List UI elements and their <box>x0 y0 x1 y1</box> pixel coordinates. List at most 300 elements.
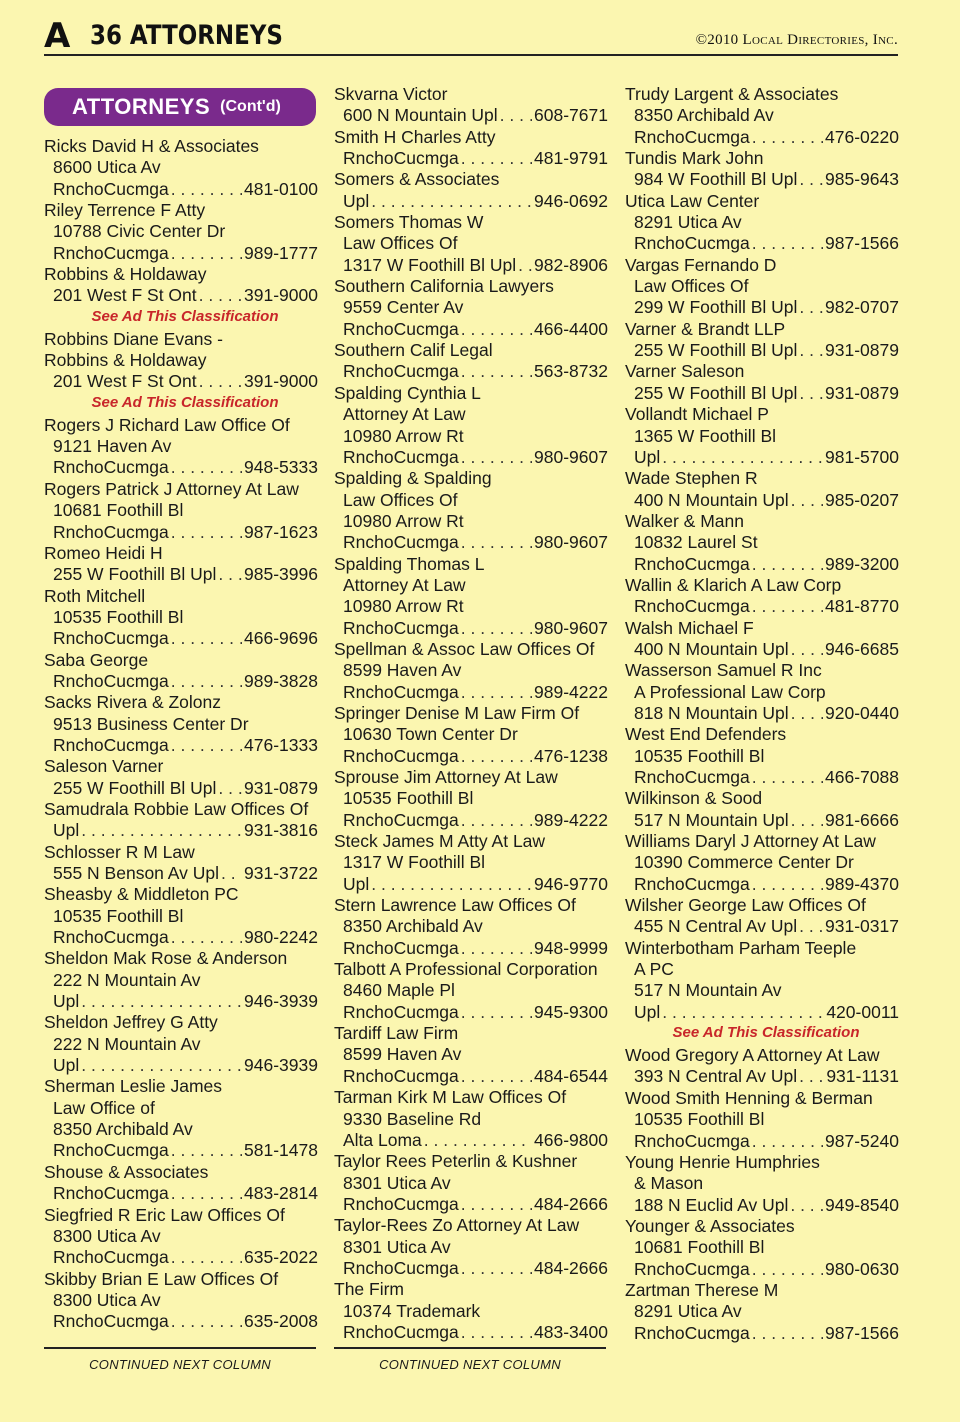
category-subtitle: (Cont'd) <box>220 98 281 115</box>
phone-number: 980-9607 <box>534 617 608 638</box>
listing-phone-line <box>44 179 318 200</box>
dot-leader <box>752 554 823 575</box>
phone-number: 483-3400 <box>534 1321 608 1342</box>
listing-location: RnchoCucmga <box>343 148 459 169</box>
dot-leader <box>461 1066 532 1087</box>
listing-location: 255 W Foothill Bl Upl <box>53 777 217 798</box>
listing-location: 299 W Foothill Bl Upl <box>634 297 798 318</box>
listing-phone-line <box>625 490 899 511</box>
listing-phone-line <box>334 1130 608 1151</box>
listing-location: RnchoCucmga <box>343 937 459 958</box>
dot-leader <box>461 618 532 639</box>
listing-location: 201 West F St Ont <box>53 285 197 306</box>
phone-number: 483-2814 <box>244 1183 318 1204</box>
listing-phone-line <box>44 1055 318 1076</box>
listing-phone-line <box>334 810 608 831</box>
listing-name: Sacks Rivera & Zolonz <box>44 692 222 713</box>
listing-column-1 <box>44 84 318 1333</box>
listing-address: 9513 Business Center Dr <box>53 713 249 734</box>
listing-name: Stern Lawrence Law Offices Of <box>334 895 576 916</box>
dot-leader <box>662 1002 824 1023</box>
listing-name: Spellman & Assoc Law Offices Of <box>334 638 595 659</box>
listing-address: 10681 Foothill Bl <box>53 500 184 521</box>
listing-location: Upl <box>53 820 80 841</box>
listing-phone-line <box>334 618 608 639</box>
listing-phone-line <box>625 916 899 937</box>
listing-phone-line <box>334 938 608 959</box>
phone-number: 987-1566 <box>825 1322 899 1343</box>
phone-number: 980-0630 <box>825 1258 899 1279</box>
listing-location: Upl <box>634 446 661 467</box>
listing-address: 10535 Foothill Bl <box>343 788 474 809</box>
listing-phone-line <box>334 255 608 276</box>
listing-address: 10374 Trademark <box>343 1300 481 1321</box>
listing-location: 1317 W Foothill Bl Upl <box>343 254 517 275</box>
listing-phone-line <box>334 361 608 382</box>
phone-number: 989-4370 <box>825 873 899 894</box>
listing-name: Roth Mitchell <box>44 585 146 606</box>
listing-address: 10535 Foothill Bl <box>634 745 765 766</box>
phone-number: 980-9607 <box>534 532 608 553</box>
listing-phone-line <box>334 682 608 703</box>
dot-leader <box>218 564 242 585</box>
phone-number: 391-9000 <box>244 285 318 306</box>
listing-location: RnchoCucmga <box>343 809 459 830</box>
listing-phone-line <box>334 1002 608 1023</box>
phone-number: 985-3996 <box>244 564 318 585</box>
listing-location: RnchoCucmga <box>53 521 169 542</box>
listing-location: RnchoCucmga <box>53 178 169 199</box>
dot-leader <box>752 1131 823 1152</box>
phone-number: 987-1566 <box>825 233 899 254</box>
listing-phone-line <box>334 874 608 895</box>
phone-number: 946-6685 <box>825 638 899 659</box>
listing-address: Law Offices Of <box>343 233 458 254</box>
listing-name: Shouse & Associates <box>44 1161 209 1182</box>
listing-phone-line <box>44 1311 318 1332</box>
listing-location: 400 N Mountain Upl <box>634 489 789 510</box>
listing-location: 555 N Benson Av Upl <box>53 863 220 883</box>
listing-name: Southern Calif Legal <box>334 340 493 361</box>
dot-leader <box>461 810 532 831</box>
phone-number: 948-9999 <box>534 937 608 958</box>
listing-phone-line <box>44 522 318 543</box>
phone-number: 420-0011 <box>826 1001 899 1022</box>
listing-address: 10630 Town Center Dr <box>343 724 518 745</box>
listing-name: Younger & Associates <box>625 1215 795 1236</box>
listing-location: 393 N Central Av Upl <box>634 1066 798 1087</box>
dot-leader <box>171 522 242 543</box>
listing-phone-line <box>625 233 899 254</box>
phone-number: 466-9696 <box>244 628 318 649</box>
dot-leader <box>199 285 242 306</box>
listing-phone-line <box>44 671 318 692</box>
listing-name: Robbins & Holdaway <box>44 350 207 371</box>
dot-leader <box>791 639 823 660</box>
page-title: 36 ATTORNEYS <box>90 20 283 51</box>
listing-location: RnchoCucmga <box>343 361 459 382</box>
listing-name: The Firm <box>334 1279 404 1300</box>
dot-leader <box>424 1130 532 1151</box>
listing-phone-line <box>625 639 899 660</box>
dot-leader <box>791 810 823 831</box>
phone-number: 466-7088 <box>825 767 899 787</box>
listing-phone-line <box>44 243 318 264</box>
listing-address: Law Office of <box>53 1097 155 1118</box>
listing-address: 8460 Maple Pl <box>343 980 455 1001</box>
listing-name: Riley Terrence F Atty <box>44 200 206 221</box>
listing-name: Siegfried R Eric Law Offices Of <box>44 1204 285 1225</box>
listing-column-2 <box>334 84 608 1343</box>
listing-name: Taylor-Rees Zo Attorney At Law <box>334 1215 580 1236</box>
listing-phone-line <box>334 148 608 169</box>
dot-leader <box>461 1194 532 1215</box>
phone-number: 481-8770 <box>825 596 899 617</box>
dot-leader <box>461 746 532 767</box>
copyright-notice: ©2010 Local Directories, Inc. <box>695 32 898 48</box>
dot-leader <box>752 767 823 788</box>
phone-number: 989-3828 <box>244 670 318 691</box>
listing-name: Saba George <box>44 649 149 670</box>
listing-phone-line <box>625 703 899 724</box>
listing-location: Upl <box>343 190 370 211</box>
listing-name: Tundis Mark John <box>625 148 764 169</box>
listing-address: 8291 Utica Av <box>634 1301 742 1322</box>
see-ad-note: See Ad This Classification <box>672 1024 860 1042</box>
listing-address: Attorney At Law <box>343 404 466 425</box>
dot-leader <box>752 1259 823 1280</box>
dot-leader <box>799 383 823 404</box>
listing-location: RnchoCucmga <box>343 532 459 553</box>
listing-name: Winterbotham Parham Teeple <box>625 937 857 958</box>
listing-location: RnchoCucmga <box>343 446 459 467</box>
phone-number: 476-0220 <box>825 126 899 147</box>
dot-leader <box>662 447 823 468</box>
dot-leader <box>461 319 532 340</box>
dot-leader <box>461 682 532 703</box>
dot-leader <box>799 169 823 190</box>
listing-location: RnchoCucmga <box>634 233 750 254</box>
listing-location: Upl <box>634 1001 661 1022</box>
listing-location: RnchoCucmga <box>343 1193 459 1214</box>
listing-address: 222 N Mountain Av <box>53 969 201 990</box>
listing-address: A PC <box>634 959 674 980</box>
listing-phone-line <box>625 383 899 404</box>
listing-entries <box>334 84 608 1343</box>
phone-number: 981-5700 <box>825 446 899 467</box>
phone-number: 635-2008 <box>244 1311 318 1332</box>
listing-name: Utica Law Center <box>625 190 760 211</box>
listing-phone-line <box>625 340 899 361</box>
listing-address: 10832 Laurel St <box>634 532 758 553</box>
listing-phone-line <box>44 1183 318 1204</box>
listing-name: Sherman Leslie James <box>44 1076 222 1097</box>
listing-phone-line <box>44 1247 318 1268</box>
listing-location: 188 N Euclid Av Upl <box>634 1194 789 1215</box>
phone-number: 481-9791 <box>534 148 608 169</box>
dot-leader <box>461 148 532 169</box>
listing-location: 818 N Mountain Upl <box>634 702 789 723</box>
listing-name: Vollandt Michael P <box>625 404 769 425</box>
listing-phone-line <box>625 1066 899 1087</box>
listing-name: Saleson Varner <box>44 756 164 777</box>
listing-name: Wade Stephen R <box>625 468 758 489</box>
phone-number: 481-0100 <box>244 178 318 199</box>
dot-leader <box>799 340 823 361</box>
listing-location: Upl <box>343 873 370 894</box>
listing-name: Wood Gregory A Attorney At Law <box>625 1045 880 1066</box>
listing-phone-line <box>625 1002 899 1023</box>
listing-location: RnchoCucmga <box>343 318 459 339</box>
listing-phone-line <box>44 735 318 756</box>
dot-leader <box>752 1323 823 1344</box>
listing-phone-line <box>625 1131 899 1152</box>
listing-location: 255 W Foothill Bl Upl <box>634 340 798 361</box>
dot-leader <box>171 457 242 478</box>
listing-phone-line <box>44 371 318 392</box>
listing-address: 8600 Utica Av <box>53 157 161 178</box>
listing-address: 8350 Archibald Av <box>343 916 483 937</box>
listing-phone-line <box>334 746 608 767</box>
listing-name: Sheldon Mak Rose & Anderson <box>44 948 288 969</box>
listing-name: Springer Denise M Law Firm Of <box>334 702 580 723</box>
phone-number: 563-8732 <box>534 361 608 382</box>
listing-phone-line <box>334 319 608 340</box>
category-title: ATTORNEYS <box>72 94 211 119</box>
listing-name: Williams Daryl J Attorney At Law <box>625 831 876 852</box>
dot-leader <box>171 671 242 692</box>
listing-phone-line <box>334 191 608 212</box>
listing-phone-line <box>334 105 608 126</box>
dot-leader <box>461 1322 532 1343</box>
listing-address: 10535 Foothill Bl <box>53 606 184 627</box>
dot-leader <box>171 1140 242 1161</box>
listing-phone-line <box>44 778 318 799</box>
dot-leader <box>752 233 823 254</box>
listing-phone-line <box>334 1066 608 1087</box>
listing-address: 1365 W Foothill Bl <box>634 425 777 446</box>
listing-name: Romeo Heidi H <box>44 542 163 563</box>
listing-phone-line <box>625 1259 899 1280</box>
listing-location: RnchoCucmga <box>53 1311 169 1332</box>
dot-leader <box>461 361 532 382</box>
phone-number: 484-2666 <box>534 1193 608 1214</box>
listing-phone-line <box>625 874 899 895</box>
listing-name: Tarman Kirk M Law Offices Of <box>334 1087 567 1108</box>
listing-phone-line <box>44 1140 318 1161</box>
listing-location: Upl <box>53 1055 80 1076</box>
continued-next-column: CONTINUED NEXT COLUMN <box>334 1347 606 1372</box>
dot-leader <box>171 179 242 200</box>
listing-phone-line <box>44 564 318 585</box>
listing-name: Vargas Fernando D <box>625 254 777 275</box>
listing-phone-line <box>44 285 318 306</box>
phone-number: 985-9643 <box>825 169 899 190</box>
listing-address: 9330 Baseline Rd <box>343 1108 482 1129</box>
listing-phone-line <box>44 820 318 841</box>
phone-number: 931-0317 <box>825 916 899 937</box>
dot-leader <box>81 820 242 841</box>
listing-location: RnchoCucmga <box>343 745 459 766</box>
listing-location: RnchoCucmga <box>634 126 750 147</box>
listing-column-3 <box>625 84 899 1344</box>
listing-phone-line <box>334 1194 608 1215</box>
phone-number: 987-1623 <box>244 521 318 542</box>
listing-name: Robbins & Holdaway <box>44 264 207 285</box>
listing-phone-line <box>625 169 899 190</box>
listing-address: 10980 Arrow Rt <box>343 510 464 531</box>
listing-address: 10788 Civic Center Dr <box>53 221 226 242</box>
listing-name: Walker & Mann <box>625 510 744 531</box>
listing-name: Varner & Brandt LLP <box>625 318 786 339</box>
dot-leader <box>371 191 532 212</box>
listing-name: Wasserson Samuel R Inc <box>625 660 822 681</box>
phone-number: 946-3939 <box>244 1055 318 1076</box>
listing-address: Law Offices Of <box>634 276 749 297</box>
listing-address: 8300 Utica Av <box>53 1225 161 1246</box>
listing-name: Ricks David H & Associates <box>44 136 259 156</box>
listing-name: Robbins Diane Evans - <box>44 328 223 349</box>
phone-number: 982-8906 <box>534 254 608 275</box>
phone-number: 987-5240 <box>825 1130 899 1151</box>
phone-number: 931-1131 <box>826 1066 899 1087</box>
listing-phone-line <box>625 447 899 468</box>
listing-name: Talbott A Professional Corporation <box>334 959 598 980</box>
listing-location: RnchoCucmga <box>53 1247 169 1268</box>
phone-number: 931-0879 <box>825 340 899 361</box>
listing-address: 8301 Utica Av <box>343 1236 451 1257</box>
see-ad-note: See Ad This Classification <box>91 307 279 325</box>
listing-address: 10390 Commerce Center Dr <box>634 852 854 873</box>
listing-name: Wilsher George Law Offices Of <box>625 895 866 916</box>
listing-location: 255 W Foothill Bl Upl <box>53 564 217 585</box>
listing-address: 10535 Foothill Bl <box>53 905 184 926</box>
phone-number: 946-0692 <box>534 190 608 211</box>
listing-name: Smith H Charles Atty <box>334 126 496 147</box>
dot-leader <box>461 1002 532 1023</box>
listing-location: RnchoCucmga <box>634 1130 750 1151</box>
dot-leader <box>371 874 532 895</box>
listing-name: Wallin & Klarich A Law Corp <box>625 574 842 595</box>
listing-address: Attorney At Law <box>343 574 466 595</box>
listing-location: 984 W Foothill Bl Upl <box>634 169 798 190</box>
listing-location: 455 N Central Av Upl <box>634 916 798 937</box>
listing-address: 1317 W Foothill Bl <box>343 852 486 873</box>
listing-location: RnchoCucmga <box>343 681 459 702</box>
listing-location: RnchoCucmga <box>343 617 459 638</box>
see-ad-note: See Ad This Classification <box>91 393 279 411</box>
listing-location: RnchoCucmga <box>634 767 750 787</box>
section-letter: A <box>44 16 71 56</box>
listing-location: 517 N Mountain Upl <box>634 809 789 830</box>
listing-entries <box>44 136 318 1333</box>
listing-location: RnchoCucmga <box>53 1183 169 1204</box>
listing-address: 8300 Utica Av <box>53 1289 161 1310</box>
listing-name: Walsh Michael F <box>625 617 754 638</box>
listing-name: Spalding Thomas L <box>334 553 485 574</box>
continued-next-column: CONTINUED NEXT COLUMN <box>44 1347 316 1372</box>
listing-address: 9559 Center Av <box>343 297 464 318</box>
listing-address: 8350 Archibald Av <box>53 1119 193 1140</box>
listing-location: RnchoCucmga <box>343 1001 459 1022</box>
dot-leader <box>81 991 242 1012</box>
listing-name: Wood Smith Henning & Berman <box>625 1087 873 1108</box>
listing-name: Varner Saleson <box>625 361 745 382</box>
dot-leader <box>752 596 823 617</box>
dot-leader <box>799 297 823 318</box>
dot-leader <box>171 1247 242 1268</box>
listing-name: Spalding Cynthia L <box>334 382 481 403</box>
phone-number: 948-5333 <box>244 457 318 478</box>
listing-location: RnchoCucmga <box>634 596 750 617</box>
listing-address: 222 N Mountain Av <box>53 1033 201 1054</box>
phone-number: 476-1333 <box>244 734 318 755</box>
listing-address: Law Offices Of <box>343 489 458 510</box>
page-header <box>44 18 898 56</box>
phone-number: 484-2666 <box>534 1257 608 1278</box>
phone-number: 931-3722 <box>244 863 318 883</box>
listing-phone-line <box>334 1258 608 1279</box>
phone-number: 581-1478 <box>244 1140 318 1161</box>
listing-name: Steck James M Atty At Law <box>334 831 546 852</box>
listing-name: Tardiff Law Firm <box>334 1023 459 1044</box>
listing-name: Wilkinson & Sood <box>625 788 763 809</box>
listing-location: RnchoCucmga <box>634 1258 750 1279</box>
phone-number: 946-9770 <box>534 873 608 894</box>
listing-phone-line <box>625 596 899 617</box>
listing-name: Taylor Rees Peterlin & Kushner <box>334 1151 578 1172</box>
dot-leader <box>752 874 823 895</box>
listing-phone-line <box>625 297 899 318</box>
dot-leader <box>171 628 242 649</box>
phone-number: 391-9000 <box>244 371 318 392</box>
dot-leader <box>171 927 242 948</box>
listing-phone-line <box>625 810 899 831</box>
listing-phone-line <box>625 554 899 575</box>
listing-name: Zartman Therese M <box>625 1279 779 1300</box>
listing-location: Alta Loma <box>343 1129 422 1150</box>
listing-phone-line <box>44 863 318 884</box>
listing-name: Rogers J Richard Law Office Of <box>44 414 290 435</box>
listing-location: Upl <box>53 991 80 1012</box>
listing-location: RnchoCucmga <box>634 873 750 894</box>
listing-address: 8291 Utica Av <box>634 212 742 233</box>
phone-number: 949-8540 <box>825 1194 899 1215</box>
listing-location: 255 W Foothill Bl Upl <box>634 382 798 403</box>
dot-leader <box>752 127 823 148</box>
listing-name: Somers Thomas W <box>334 212 484 233</box>
listing-address: 8599 Haven Av <box>343 1044 462 1065</box>
listing-phone-line <box>44 457 318 478</box>
listing-address: 517 N Mountain Av <box>634 980 782 1001</box>
listing-phone-line <box>625 1323 899 1344</box>
listing-location: RnchoCucmga <box>53 1140 169 1161</box>
listing-phone-line <box>334 447 608 468</box>
dot-leader <box>199 371 242 392</box>
listing-location: RnchoCucmga <box>53 670 169 691</box>
listing-name: Samudrala Robbie Law Offices Of <box>44 798 309 819</box>
phone-number: 931-0879 <box>825 382 899 403</box>
listing-phone-line <box>625 767 899 788</box>
dot-leader <box>218 778 242 799</box>
listing-location: RnchoCucmga <box>634 1322 750 1343</box>
listing-location: RnchoCucmga <box>53 927 169 948</box>
dot-leader <box>81 1055 242 1076</box>
listing-location: RnchoCucmga <box>53 242 169 263</box>
listing-phone-line <box>625 127 899 148</box>
listing-name: Sheldon Jeffrey G Atty <box>44 1012 218 1033</box>
dot-leader <box>790 1195 823 1216</box>
